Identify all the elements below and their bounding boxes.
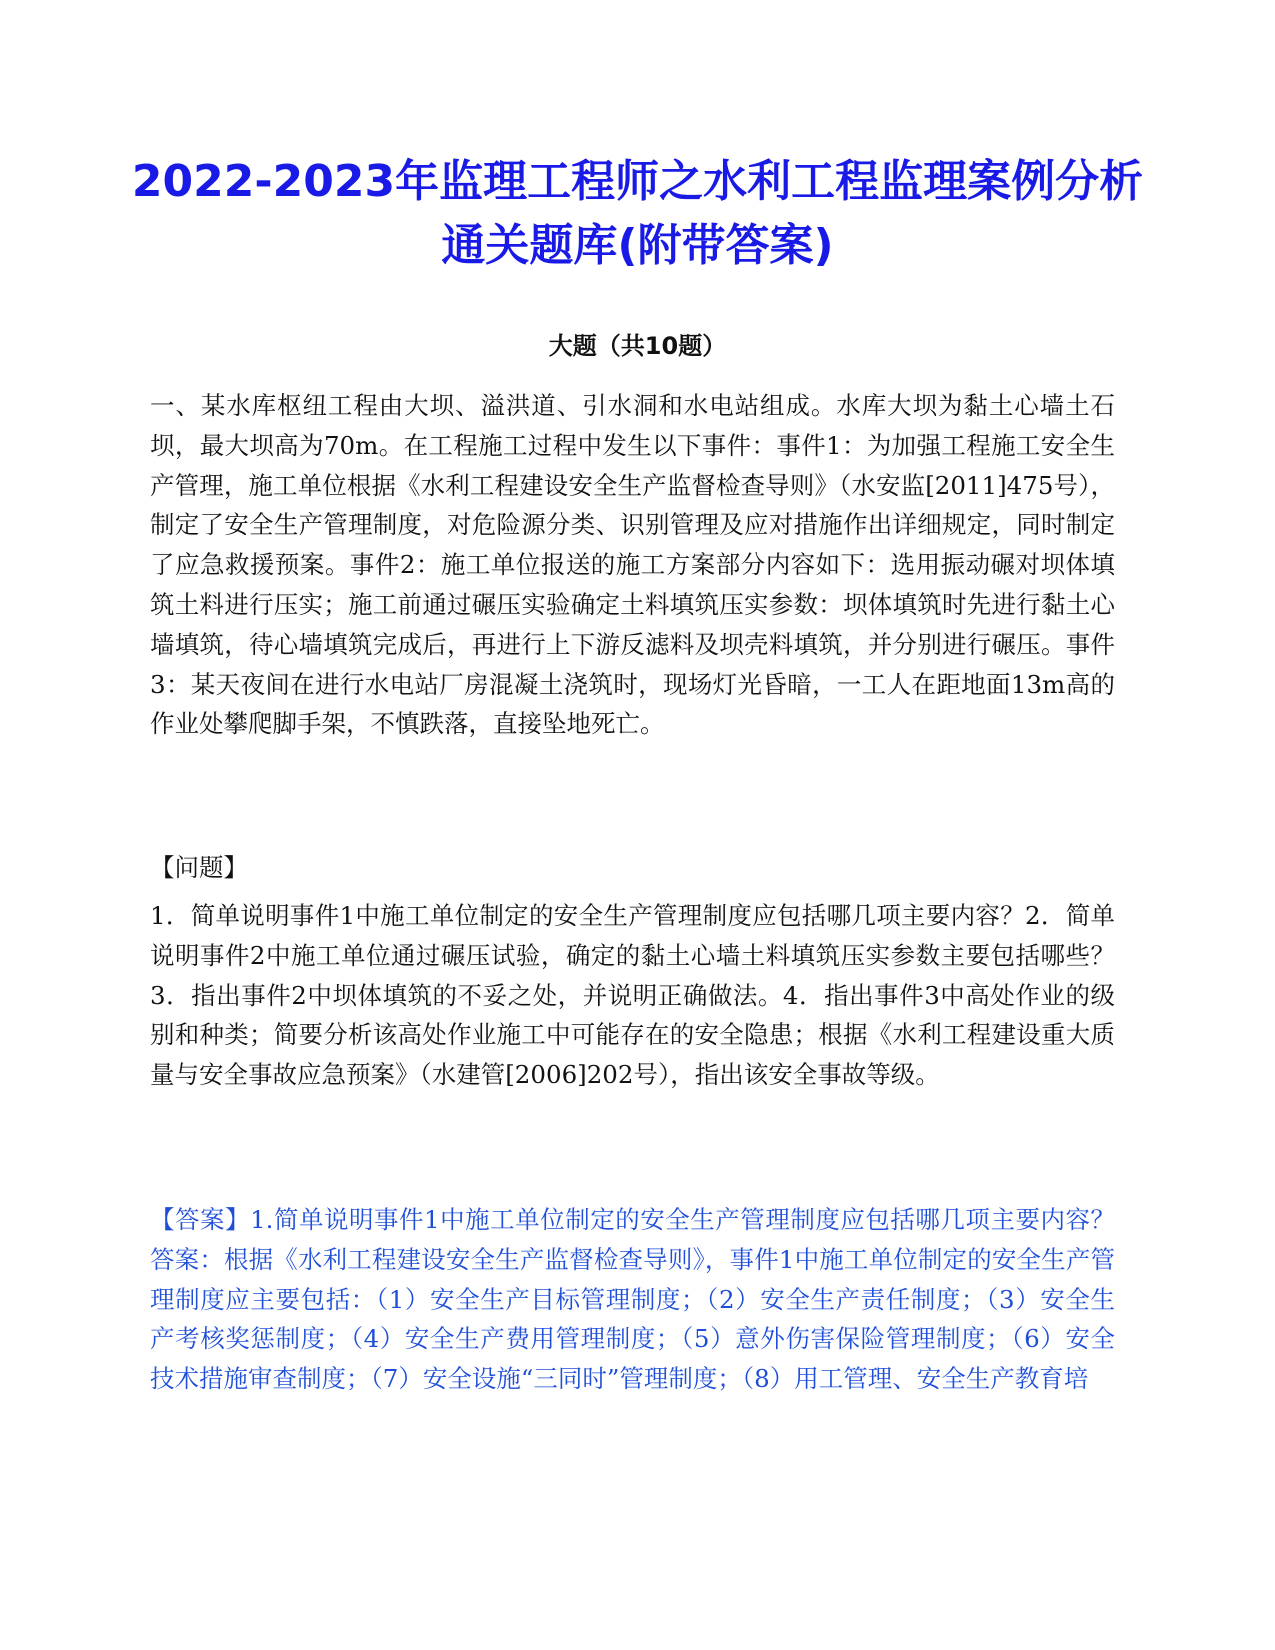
answer-text: 1.简单说明事件1中施工单位制定的安全生产管理制度应包括哪几项主要内容？答案：根据《水利工程建设安全生产监督检查导则》，事件1中施工单位制定的安全生产管理制度应主要包括：（1）安全生产目标管理制度；（2）安全生产责任制度；（3）安全生产考核奖惩制度；（4）安全生产费用管理制度；（5）意外伤害保险管理制度；（6）安全技术措施审查制度；（7）安全设施“三同时”管理制度；（8）用工管理、安全生产教育培 [150, 1205, 1115, 1394]
question-intro: 一、某水库枢纽工程由大坝、溢洪道、引水洞和水电站组成。水库大坝为黏土心墙土石坝，最大坝高为70m。在工程施工过程中发生以下事件：事件1：为加强工程施工安全生产管理，施工单位根据《水利工程建设安全生产监督检查导则》（水安监[2011]475号），制定了安全生产管理制度，对危险源分类、识别管理及应对措施作出详细规定，同时制定了应急救援预案。事件2：施工单位报送的施工方案部分内容如下：选用振动碾对坝体填筑土料进行压实；施工前通过碾压实验确定土料填筑压实参数：坝体填筑时先进行黏土心墙填筑，待心墙填筑完成后，再进行上下游反滤料及坝壳料填筑，并分别进行碾压。事件3：某天夜间在进行水电站厂房混凝土浇筑时，现场灯光昏暗，一工人在距地面13m高的作业处攀爬脚手架，不慎跌落，直接坠地死亡。 [150, 391, 1115, 739]
questions-heading: 【问题】 [150, 853, 248, 882]
answer-paragraph [150, 1200, 1115, 1399]
answer-label: 【答案】 [150, 1205, 251, 1234]
section-heading: 大题（共10题） [548, 332, 727, 360]
document-title: 2022-2023年监理工程师之水利工程监理案例分析通关题库(附带答案) [131, 156, 1144, 271]
questions-text: 1．简单说明事件1中施工单位制定的安全生产管理制度应包括哪几项主要内容？2．简单说明事件2中施工单位通过碾压试验，确定的黏土心墙土料填筑压实参数主要包括哪些？3．指出事件2中坝体填筑的不妥之处，并说明正确做法。4．指出事件3中高处作业的级别和种类；简要分析该高处作业施工中可能存在的安全隐患；根据《水利工程建设重大质量与安全事故应急预案》（水建管[2006]202号），指出该安全事故等级。 [150, 901, 1115, 1090]
